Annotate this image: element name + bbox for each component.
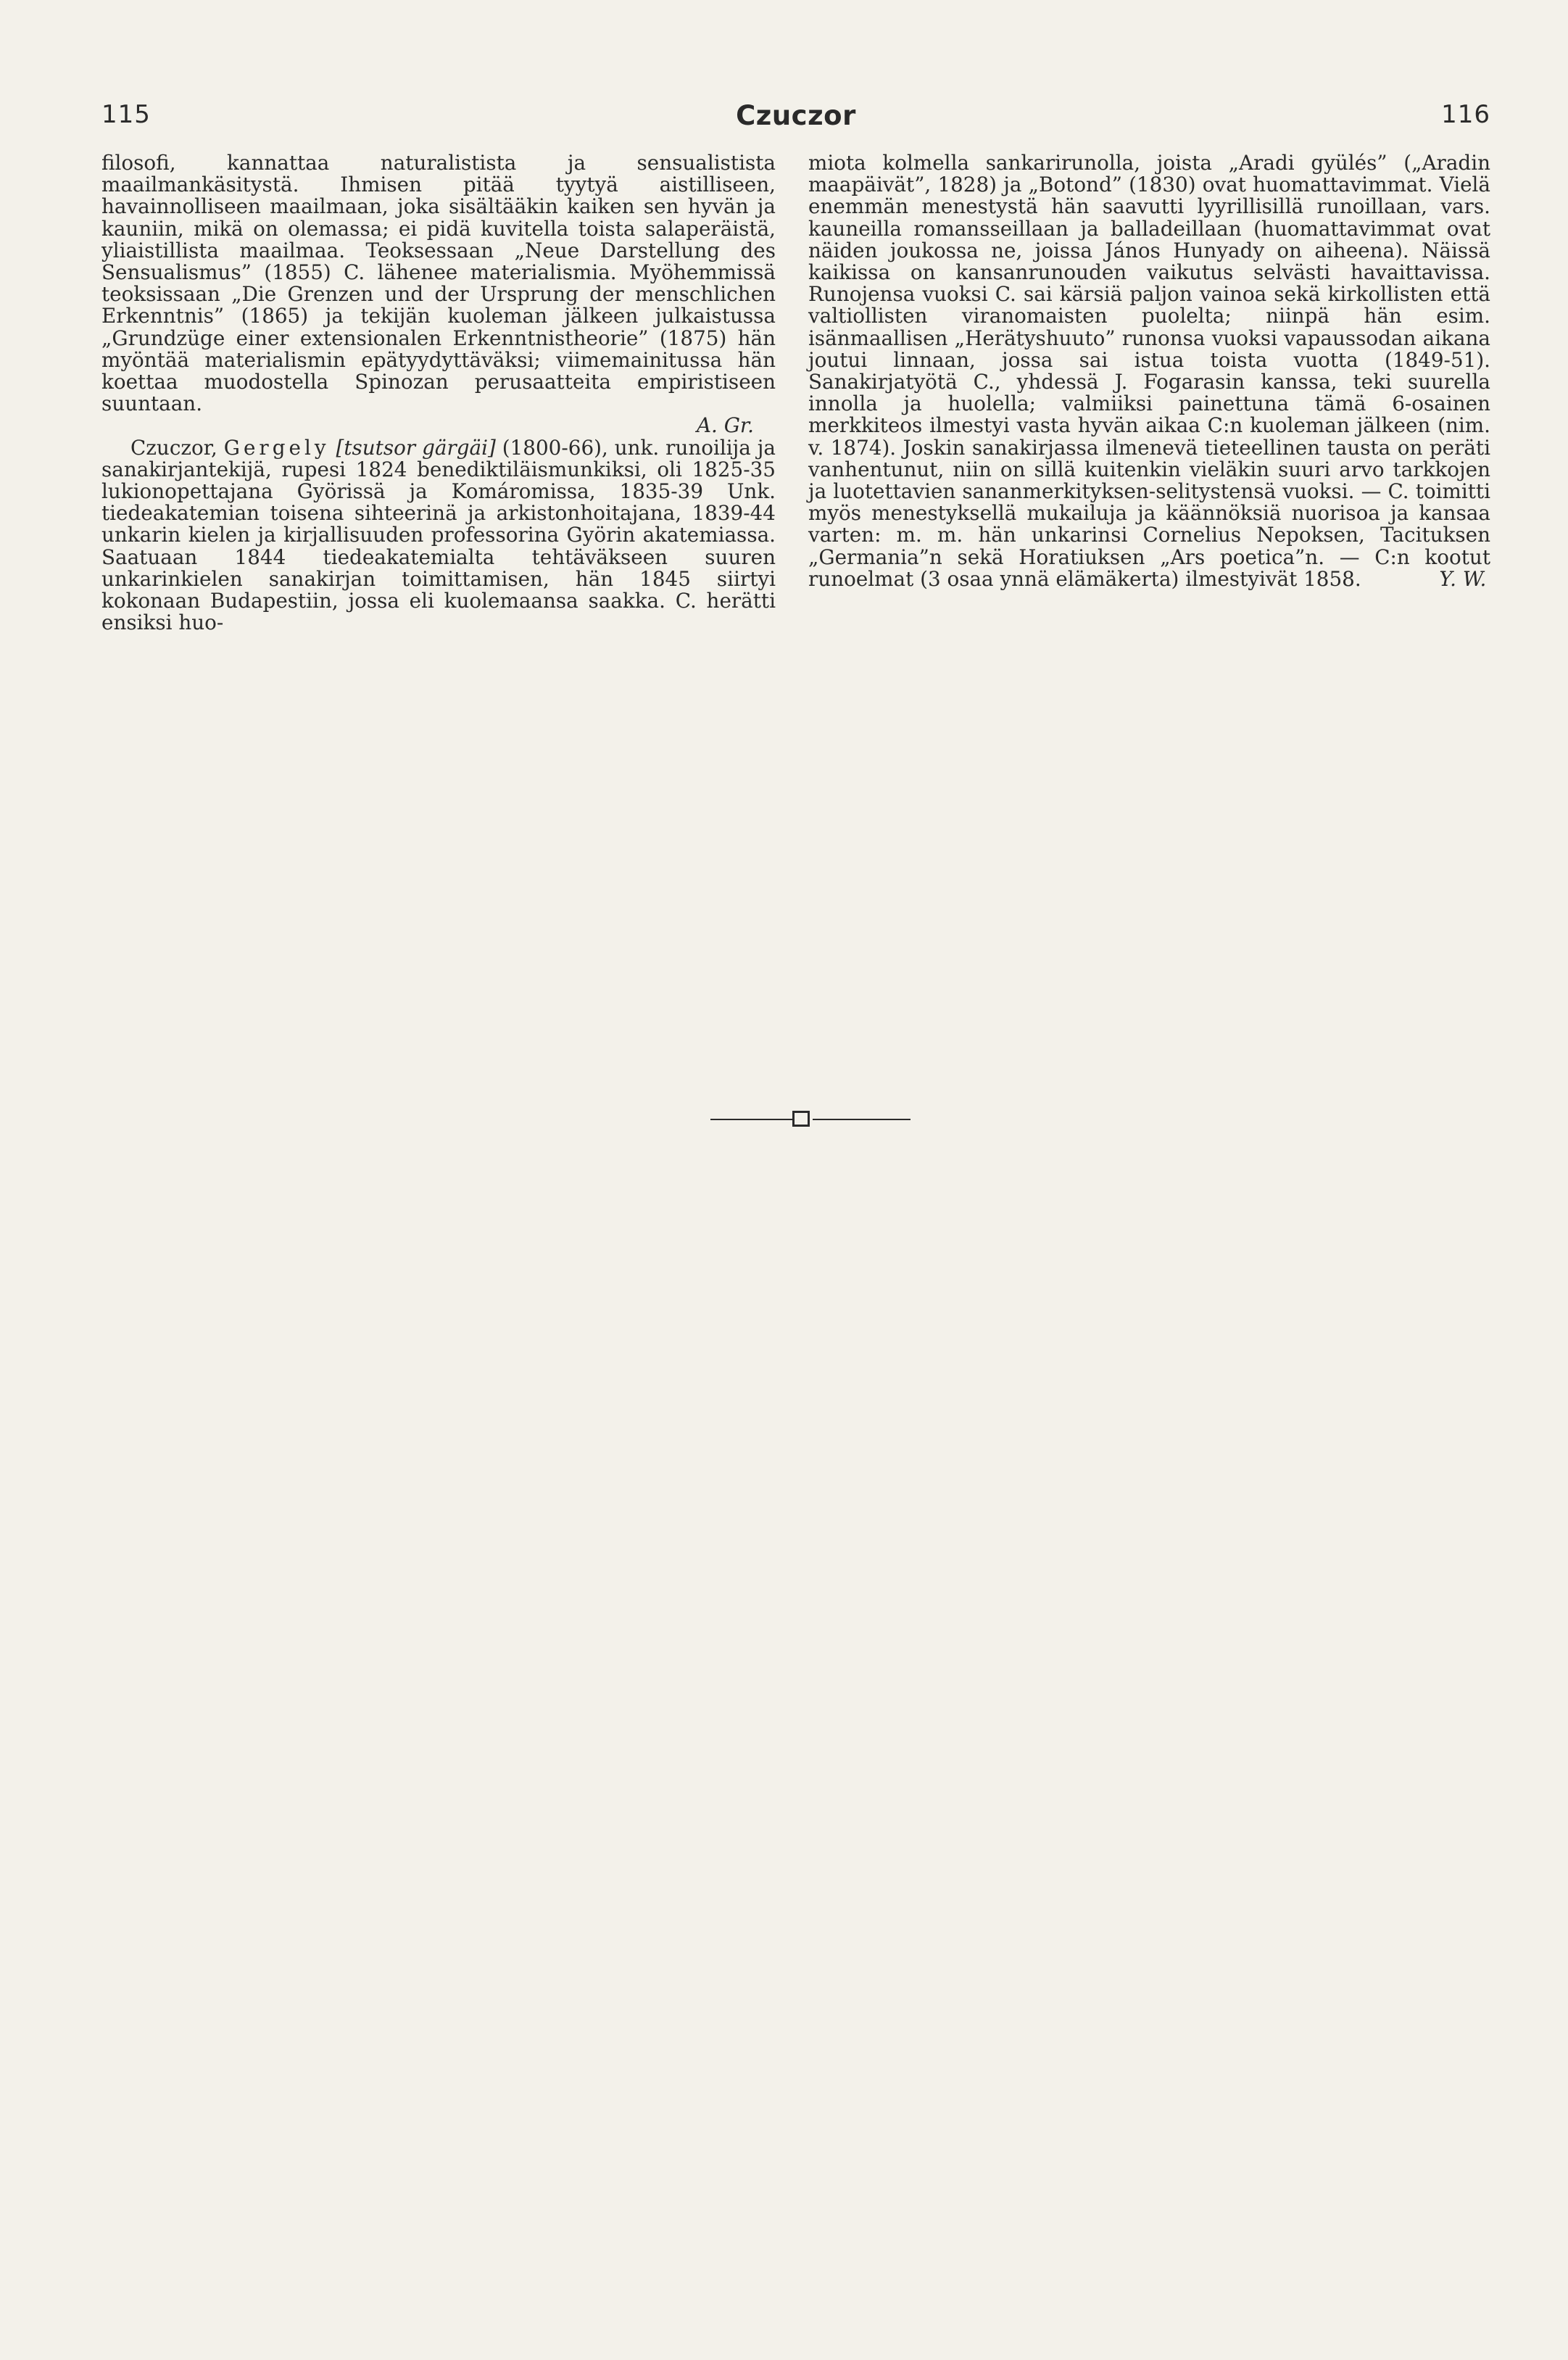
entry-given-name: Gergely [223,435,330,460]
page-number-right: 116 [1441,100,1490,129]
page-number-left: 115 [101,100,151,129]
continued-text: miota kolmella sankarirunolla, joista „Aradi gyülés” („Aradin maapäivät”, 1828) ja „Botond” (1830) ovat huomattavimmat. Vielä enemmän menestystä hän saavutti lyyrillisillä runoillaan, vars. kauneilla romansseillaan ja balladeillaan (huomattavimmat ovat näiden joukossa ne, joissa János Hunyady on aiheena). Näissä kaikissa on kansanrunouden vaikutus selvästi havaittavissa. Runojensa vuoksi C. sai kärsiä paljon vainoa sekä kirkollisten että valtiollisten viranomaisten puolelta; niinpä hän esim. isänmaallisen „Herätyshuuto” runonsa vuoksi vapaussodan aikana joutui linnaan, jossa sai istua toista vuotta (1849-51). Sanakirjatyötä C., yhdessä J. Fogarasin kanssa, teki suurella innolla ja huolella; valmiiksi painettuna tämä 6-osainen merkkiteos ilmestyi vasta hyvän aikaa C:n kuoleman jälkeen (nim. v. 1874). Joskin sanakirjassa ilmenevä tieteellinen tausta on peräti vanhentunut, niin on sillä kuitenkin vieläkin suuri arvo tarkkojen ja luotettavien sananmerkityksen-selitystensä vuoksi. — C. toimitti myös menestyksellä mukailuja ja käännöksiä nuorisoa ja kansaa varten: m. m. hän unkarinsi Cornelius Nepoksen, Tacituksen „Germania”n sekä Horatiuksen „Ars poetica”n. — C:n kootut runoelmat (3 osaa ynnä elämäkerta) ilmestyivät 1858. [808,151,1490,591]
page-header [101,100,1490,144]
ornament-rule-right [813,1119,910,1120]
ornament-square-icon [792,1111,810,1127]
right-column [808,152,1490,590]
entry-body: (1800-66), unk. runoilija ja sanakirjantekijä, rupesi 1824 benediktiläismunkiksi, oli 1825-35 lukionopettajana Györissä ja Komáromissa, 1835-39 Unk. tiedeakatemian toisena sihteerinä ja arkistonhoitajana, 1839-44 unkarin kielen ja kirjallisuuden professorina Györin akatemiassa. Saatuaan 1844 tiedeakatemialta tehtäväkseen suuren unkarinkielen sanakirjan toimittamisen, hän 1845 siirtyi kokonaan Budapestiin, jossa eli kuolemaansa saakka. C. herätti ensiksi huo- [101,435,776,635]
article-paragraph-continued [808,152,1490,590]
entry-paragraph [101,437,776,634]
ornament-rule-left [710,1119,794,1120]
article-paragraph: filosofi, kannattaa naturalistista ja sensualistista maailmankäsitystä. Ihmisen pitää tyytyä aistilliseen, havainnolliseen maailmaan, joka sisältääkin kaiken sen hyvän ja kauniin, mikä on olemassa; ei pidä kuvitella toista salaperäistä, yliaistillista maailmaa. Teoksessaan „Neue Darstellung des Sensualismus” (1855) C. lähenee materialismia. Myöhemmissä teoksissaan „Die Grenzen und der Ursprung der menschlichen Erkenntnis” (1865) ja tekijän kuoleman jälkeen julkaistussa „Grundzüge einer extensionalen Erkenntnistheorie” (1875) hän myöntää materialismin epätyydyttäväksi; viimemainitussa hän koettaa muodostella Spinozan perusaatteita empiristiseen suuntaan. [101,151,776,416]
entry-pronunciation: [tsutsor gärgäi] [336,435,496,460]
author-signature: A. Gr. [696,413,754,438]
author-signature: Y. W. [1439,566,1487,591]
section-end-ornament [710,1108,910,1130]
entry-headword: Czuczor, [130,435,217,460]
left-column [101,152,776,634]
running-head: Czuczor [736,100,856,131]
